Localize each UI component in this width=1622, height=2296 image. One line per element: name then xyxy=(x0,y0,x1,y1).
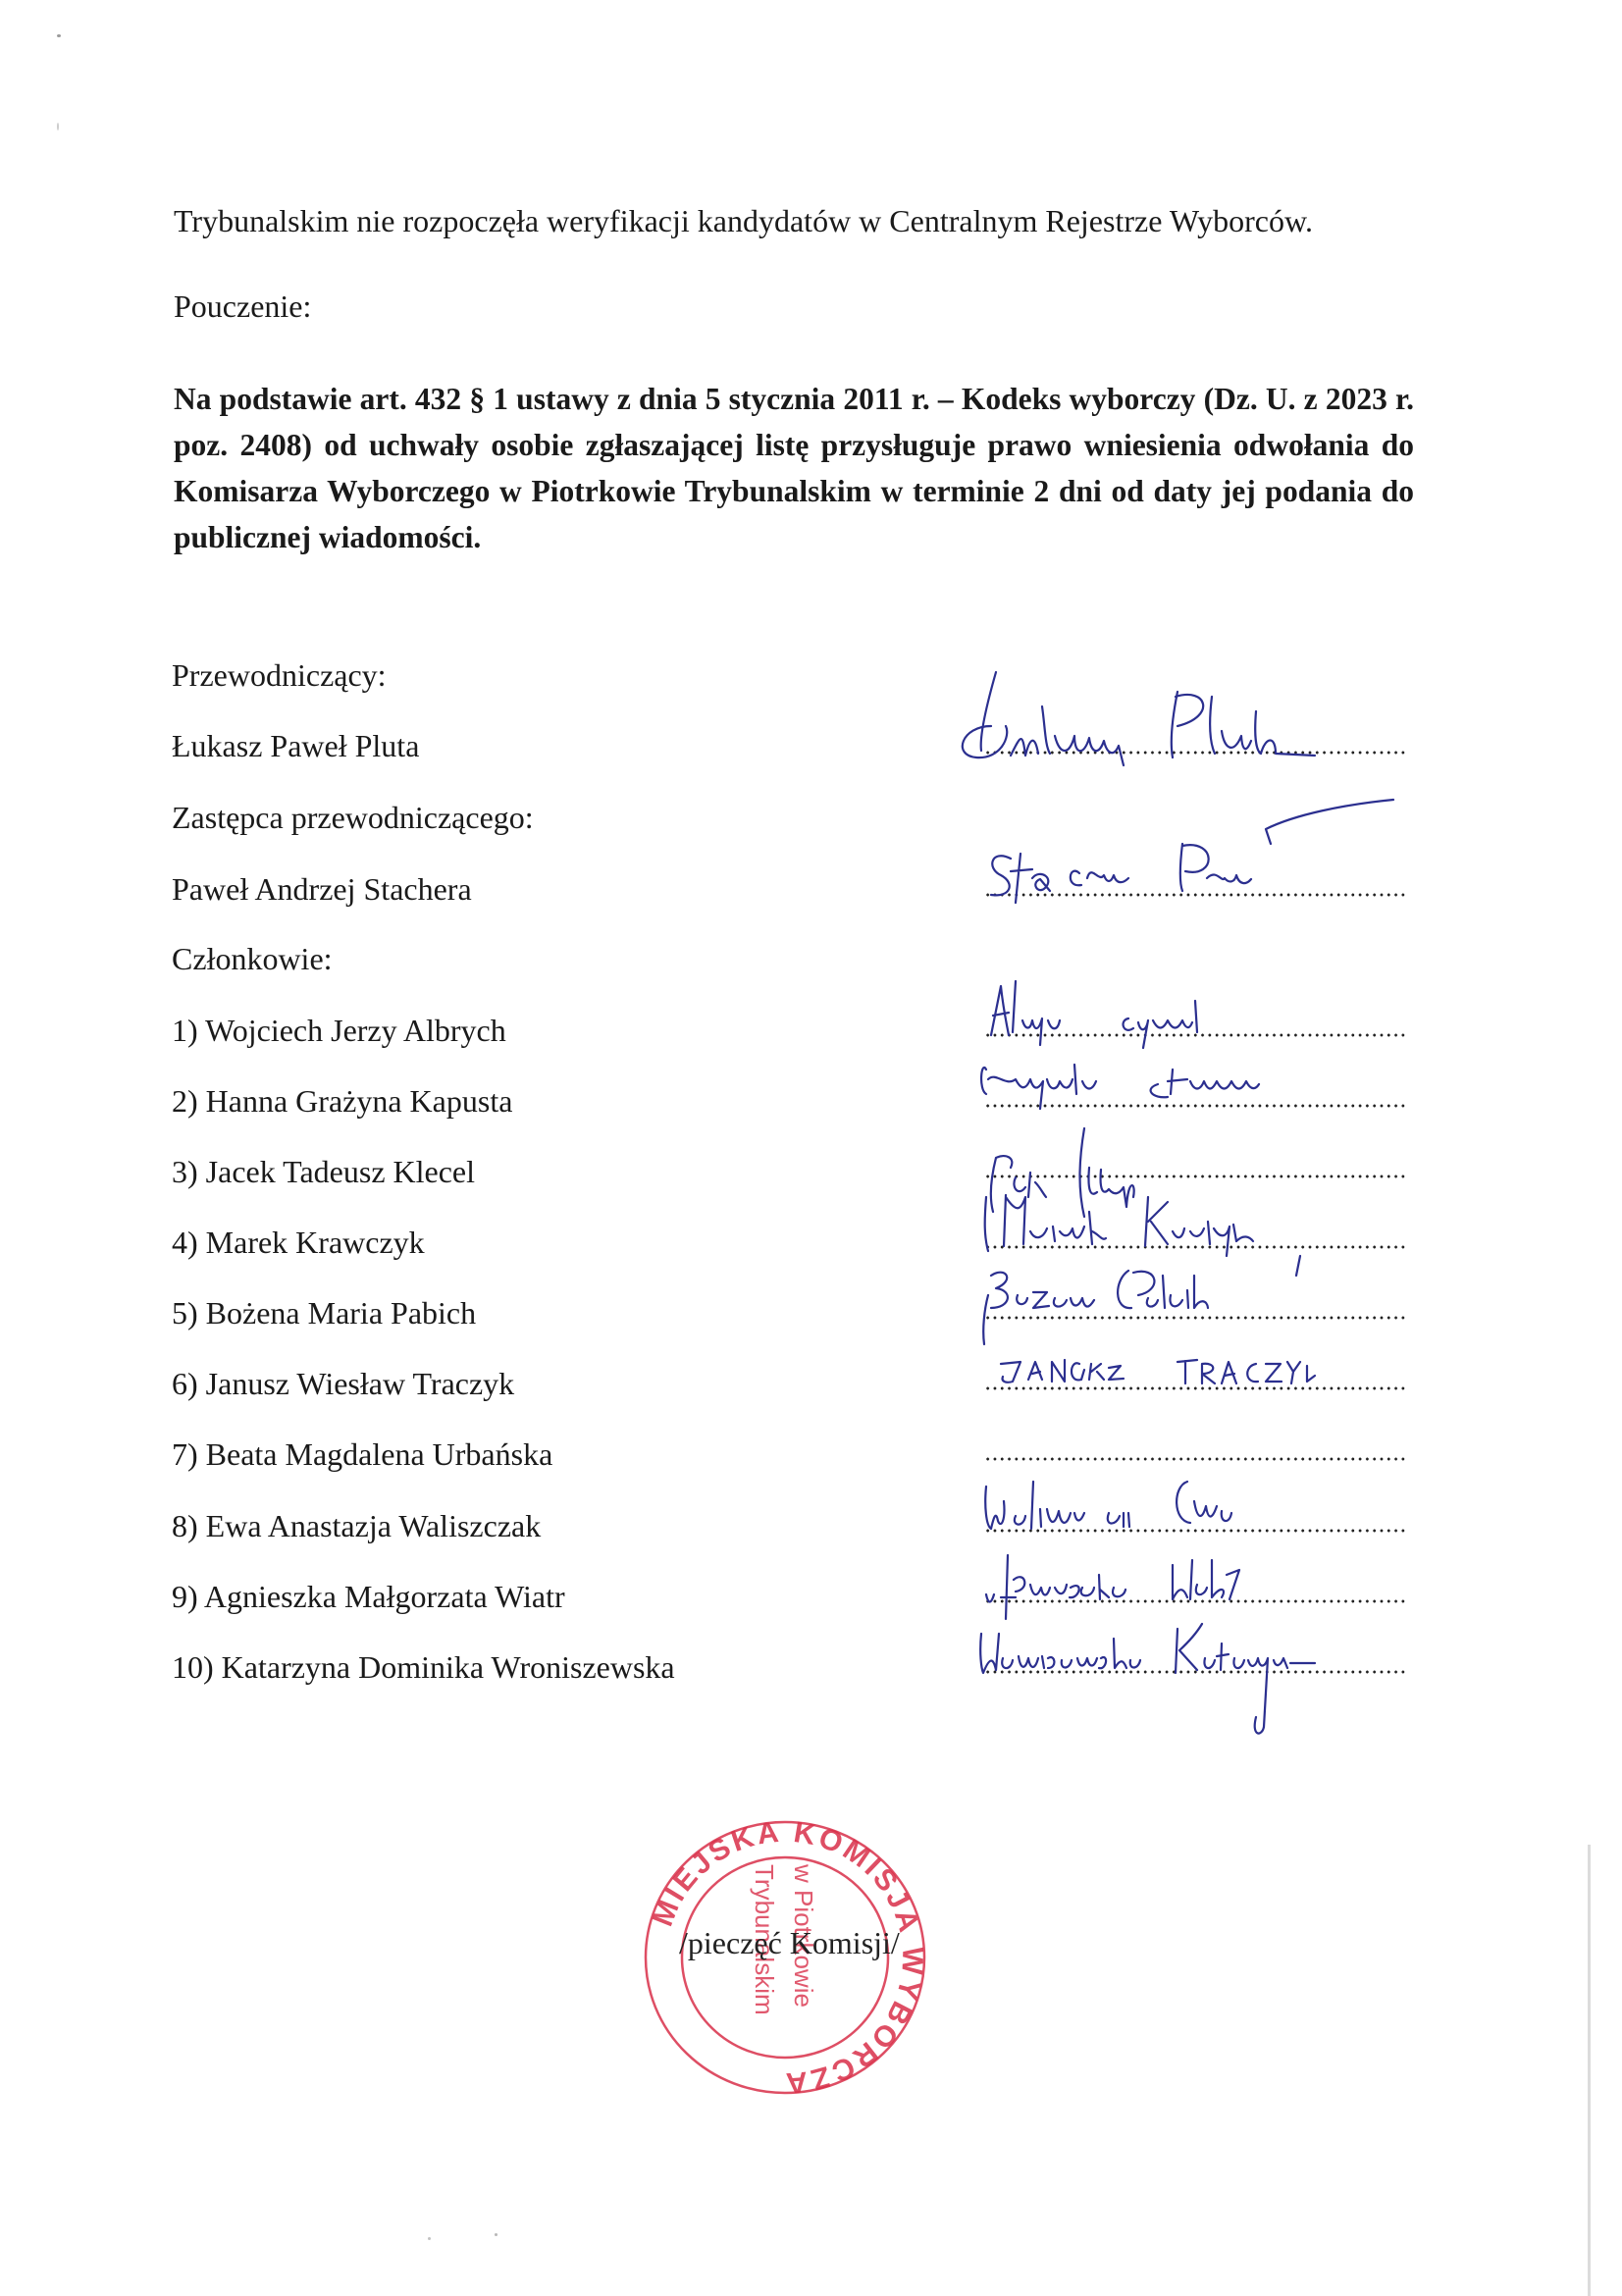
member-1-name: 1) Wojciech Jerzy Albrych xyxy=(172,1013,506,1048)
member-8-signature xyxy=(976,1462,1369,1540)
member-6-name: 6) Janusz Wiesław Traczyk xyxy=(172,1366,515,1401)
chair-name: Łukasz Paweł Pluta xyxy=(172,728,420,763)
member-10-name: 10) Katarzyna Dominika Wroniszewska xyxy=(172,1649,675,1685)
member-1-signature xyxy=(971,971,1413,1050)
intro-line: Trybunalskim nie rozpoczęła weryfikacji kandydatów w Centralnym Rejestrze Wyborców. xyxy=(174,203,1313,238)
member-5-signature xyxy=(976,1251,1418,1349)
member-2-name: 2) Hanna Grażyna Kapusta xyxy=(172,1083,513,1119)
deputy-chair-name: Paweł Andrzej Stachera xyxy=(172,871,472,907)
instruction-label: Pouczenie: xyxy=(174,288,312,324)
scan-speck xyxy=(495,2233,497,2236)
deputy-chair-role-label: Zastępca przewodniczącego: xyxy=(172,800,534,835)
member-4-name: 4) Marek Krawczyk xyxy=(172,1225,425,1260)
stamp-caption: /pieczęć Komisji/ xyxy=(679,1925,900,1960)
scan-speck xyxy=(428,2237,431,2240)
member-5-name: 5) Bożena Maria Pabich xyxy=(172,1295,477,1331)
scan-speck xyxy=(57,123,59,130)
stamp-inner-text-2: Trybunalskim xyxy=(750,1864,779,2015)
deputy-chair-signature xyxy=(971,785,1482,913)
member-7-signature-line xyxy=(984,1457,1406,1461)
members-label: Członkowie: xyxy=(172,941,333,976)
member-3-name: 3) Jacek Tadeusz Klecel xyxy=(172,1154,476,1189)
chair-signature xyxy=(952,667,1393,775)
member-8-name: 8) Ewa Anastazja Waliszczak xyxy=(172,1508,542,1543)
stamp-ring-text: MIEJSKA KOMISJA WYBORCZA xyxy=(646,1815,929,2100)
scan-edge-line xyxy=(1588,1845,1591,2296)
chair-role-label: Przewodniczący: xyxy=(172,657,387,693)
member-9-name: 9) Agnieszka Małgorzata Wiatr xyxy=(172,1579,565,1614)
member-7-name: 7) Beata Magdalena Urbańska xyxy=(172,1436,553,1472)
legal-notice: Na podstawie art. 432 § 1 ustawy z dnia 5 stycznia 2011 r. – Kodeks wyborczy (Dz. U. z 2023 r. poz. 2408) od uchwały osobie zgłaszającej listę przysługuje prawo wniesienia odwołania do Komisarza Wyborczego w Piotrkowie Trybunalskim w terminie 2 dni od daty jej podania do publicznej wiadomości. xyxy=(174,382,1414,554)
member-10-signature xyxy=(971,1609,1521,1747)
stamp-inner-text-1: w Piotrkowie xyxy=(789,1864,818,2008)
member-6-signature xyxy=(991,1344,1384,1393)
scan-speck xyxy=(57,34,61,37)
